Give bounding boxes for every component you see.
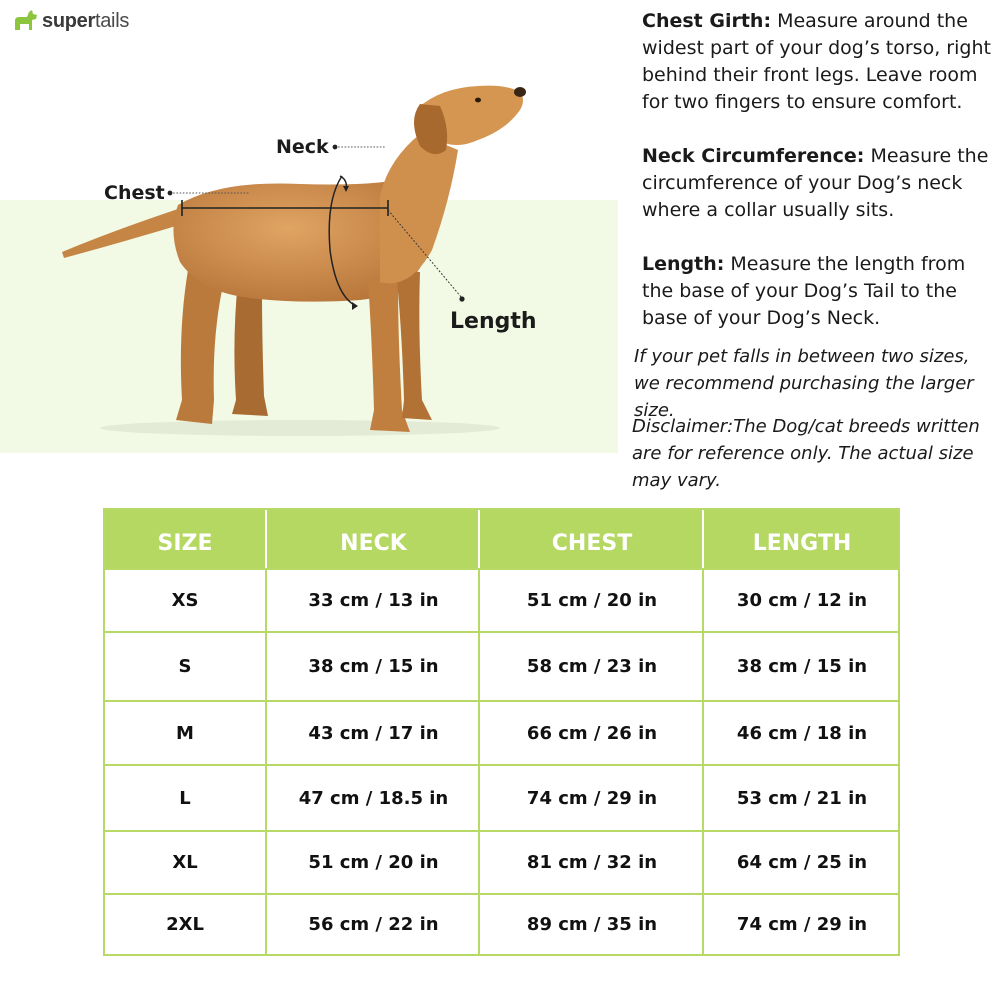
header-size: SIZE	[157, 531, 213, 556]
neck-circumference-instruction	[642, 143, 997, 224]
header-divider	[702, 510, 704, 568]
length-cell: 30 cm / 12 in	[736, 590, 868, 611]
column-divider	[478, 766, 480, 830]
header-chest: CHEST	[551, 531, 633, 556]
neck-cell: 33 cm / 13 in	[308, 590, 439, 611]
chest-girth-instruction	[642, 8, 997, 116]
size-cell: S	[178, 656, 192, 677]
column-divider	[702, 895, 704, 954]
size-cell: M	[176, 722, 194, 744]
length-cell: 74 cm / 29 in	[736, 914, 868, 935]
length-title: Length:	[642, 253, 725, 275]
column-divider	[265, 832, 267, 893]
length-text: Measure the length from the base of your Dog’s Tail to the base of your Dog’s Neck.	[642, 253, 966, 329]
table-header-row	[105, 510, 898, 568]
chest-cell: 66 cm / 26 in	[526, 722, 658, 744]
size-cell: 2XL	[166, 914, 204, 935]
length-cell: 46 cm / 18 in	[736, 722, 868, 744]
chest-girth-title: Chest Girth:	[642, 10, 772, 32]
column-divider	[265, 895, 267, 954]
table-row	[105, 830, 898, 893]
neck-label: Neck	[276, 136, 329, 158]
column-divider	[478, 570, 480, 631]
column-divider	[265, 570, 267, 631]
dog-logo-icon	[12, 8, 40, 34]
neck-cell: 56 cm / 22 in	[308, 914, 439, 935]
column-divider	[478, 633, 480, 700]
chest-girth-text: Measure around the widest part of your dog’s torso, right behind their front legs. Leave room for two fingers to ensure comfort.	[642, 10, 991, 113]
column-divider	[478, 895, 480, 954]
chest-cell: 74 cm / 29 in	[526, 787, 658, 809]
length-label: Length	[450, 309, 537, 334]
neck-circumference-title: Neck Circumference:	[642, 145, 865, 167]
column-divider	[702, 702, 704, 764]
column-divider	[478, 832, 480, 893]
column-divider	[265, 633, 267, 700]
size-recommendation-note: If your pet falls in between two sizes, we recommend purchasing the larger size.	[634, 346, 974, 421]
table-row	[105, 700, 898, 764]
column-divider	[478, 702, 480, 764]
chest-label: Chest	[104, 182, 165, 204]
chest-cell: 89 cm / 35 in	[526, 914, 658, 935]
header-divider	[478, 510, 480, 568]
neck-cell: 51 cm / 20 in	[308, 852, 439, 873]
length-cell: 38 cm / 15 in	[736, 656, 868, 677]
chest-cell: 51 cm / 20 in	[526, 590, 658, 611]
table-row	[105, 893, 898, 954]
table-row	[105, 764, 898, 830]
header-divider	[265, 510, 267, 568]
column-divider	[702, 633, 704, 700]
column-divider	[265, 702, 267, 764]
neck-cell: 43 cm / 17 in	[308, 722, 439, 744]
brand-wordmark: supertails	[42, 9, 130, 32]
length-cell: 53 cm / 21 in	[736, 787, 868, 809]
dog-illustration	[0, 70, 620, 450]
length-instruction	[642, 251, 997, 332]
column-divider	[265, 766, 267, 830]
size-chart-table	[103, 508, 900, 956]
header-length: LENGTH	[752, 531, 852, 556]
chest-cell: 81 cm / 32 in	[526, 852, 658, 873]
size-cell: L	[179, 787, 191, 809]
brand-logo	[12, 8, 129, 34]
header-neck: NECK	[340, 531, 407, 556]
table-row	[105, 631, 898, 700]
chest-cell: 58 cm / 23 in	[526, 656, 658, 677]
neck-cell: 47 cm / 18.5 in	[298, 787, 449, 809]
size-cell: XS	[171, 590, 199, 611]
length-cell: 64 cm / 25 in	[736, 852, 868, 873]
column-divider	[702, 570, 704, 631]
neck-circumference-text: Measure the circumference of your Dog’s neck where a collar usually sits.	[642, 145, 989, 221]
column-divider	[702, 766, 704, 830]
neck-cell: 38 cm / 15 in	[308, 656, 439, 677]
breed-disclaimer: Disclaimer:The Dog/cat breeds written are for reference only. The actual size may vary.	[632, 416, 980, 491]
table-row	[105, 568, 898, 631]
column-divider	[702, 832, 704, 893]
size-cell: XL	[172, 852, 198, 873]
